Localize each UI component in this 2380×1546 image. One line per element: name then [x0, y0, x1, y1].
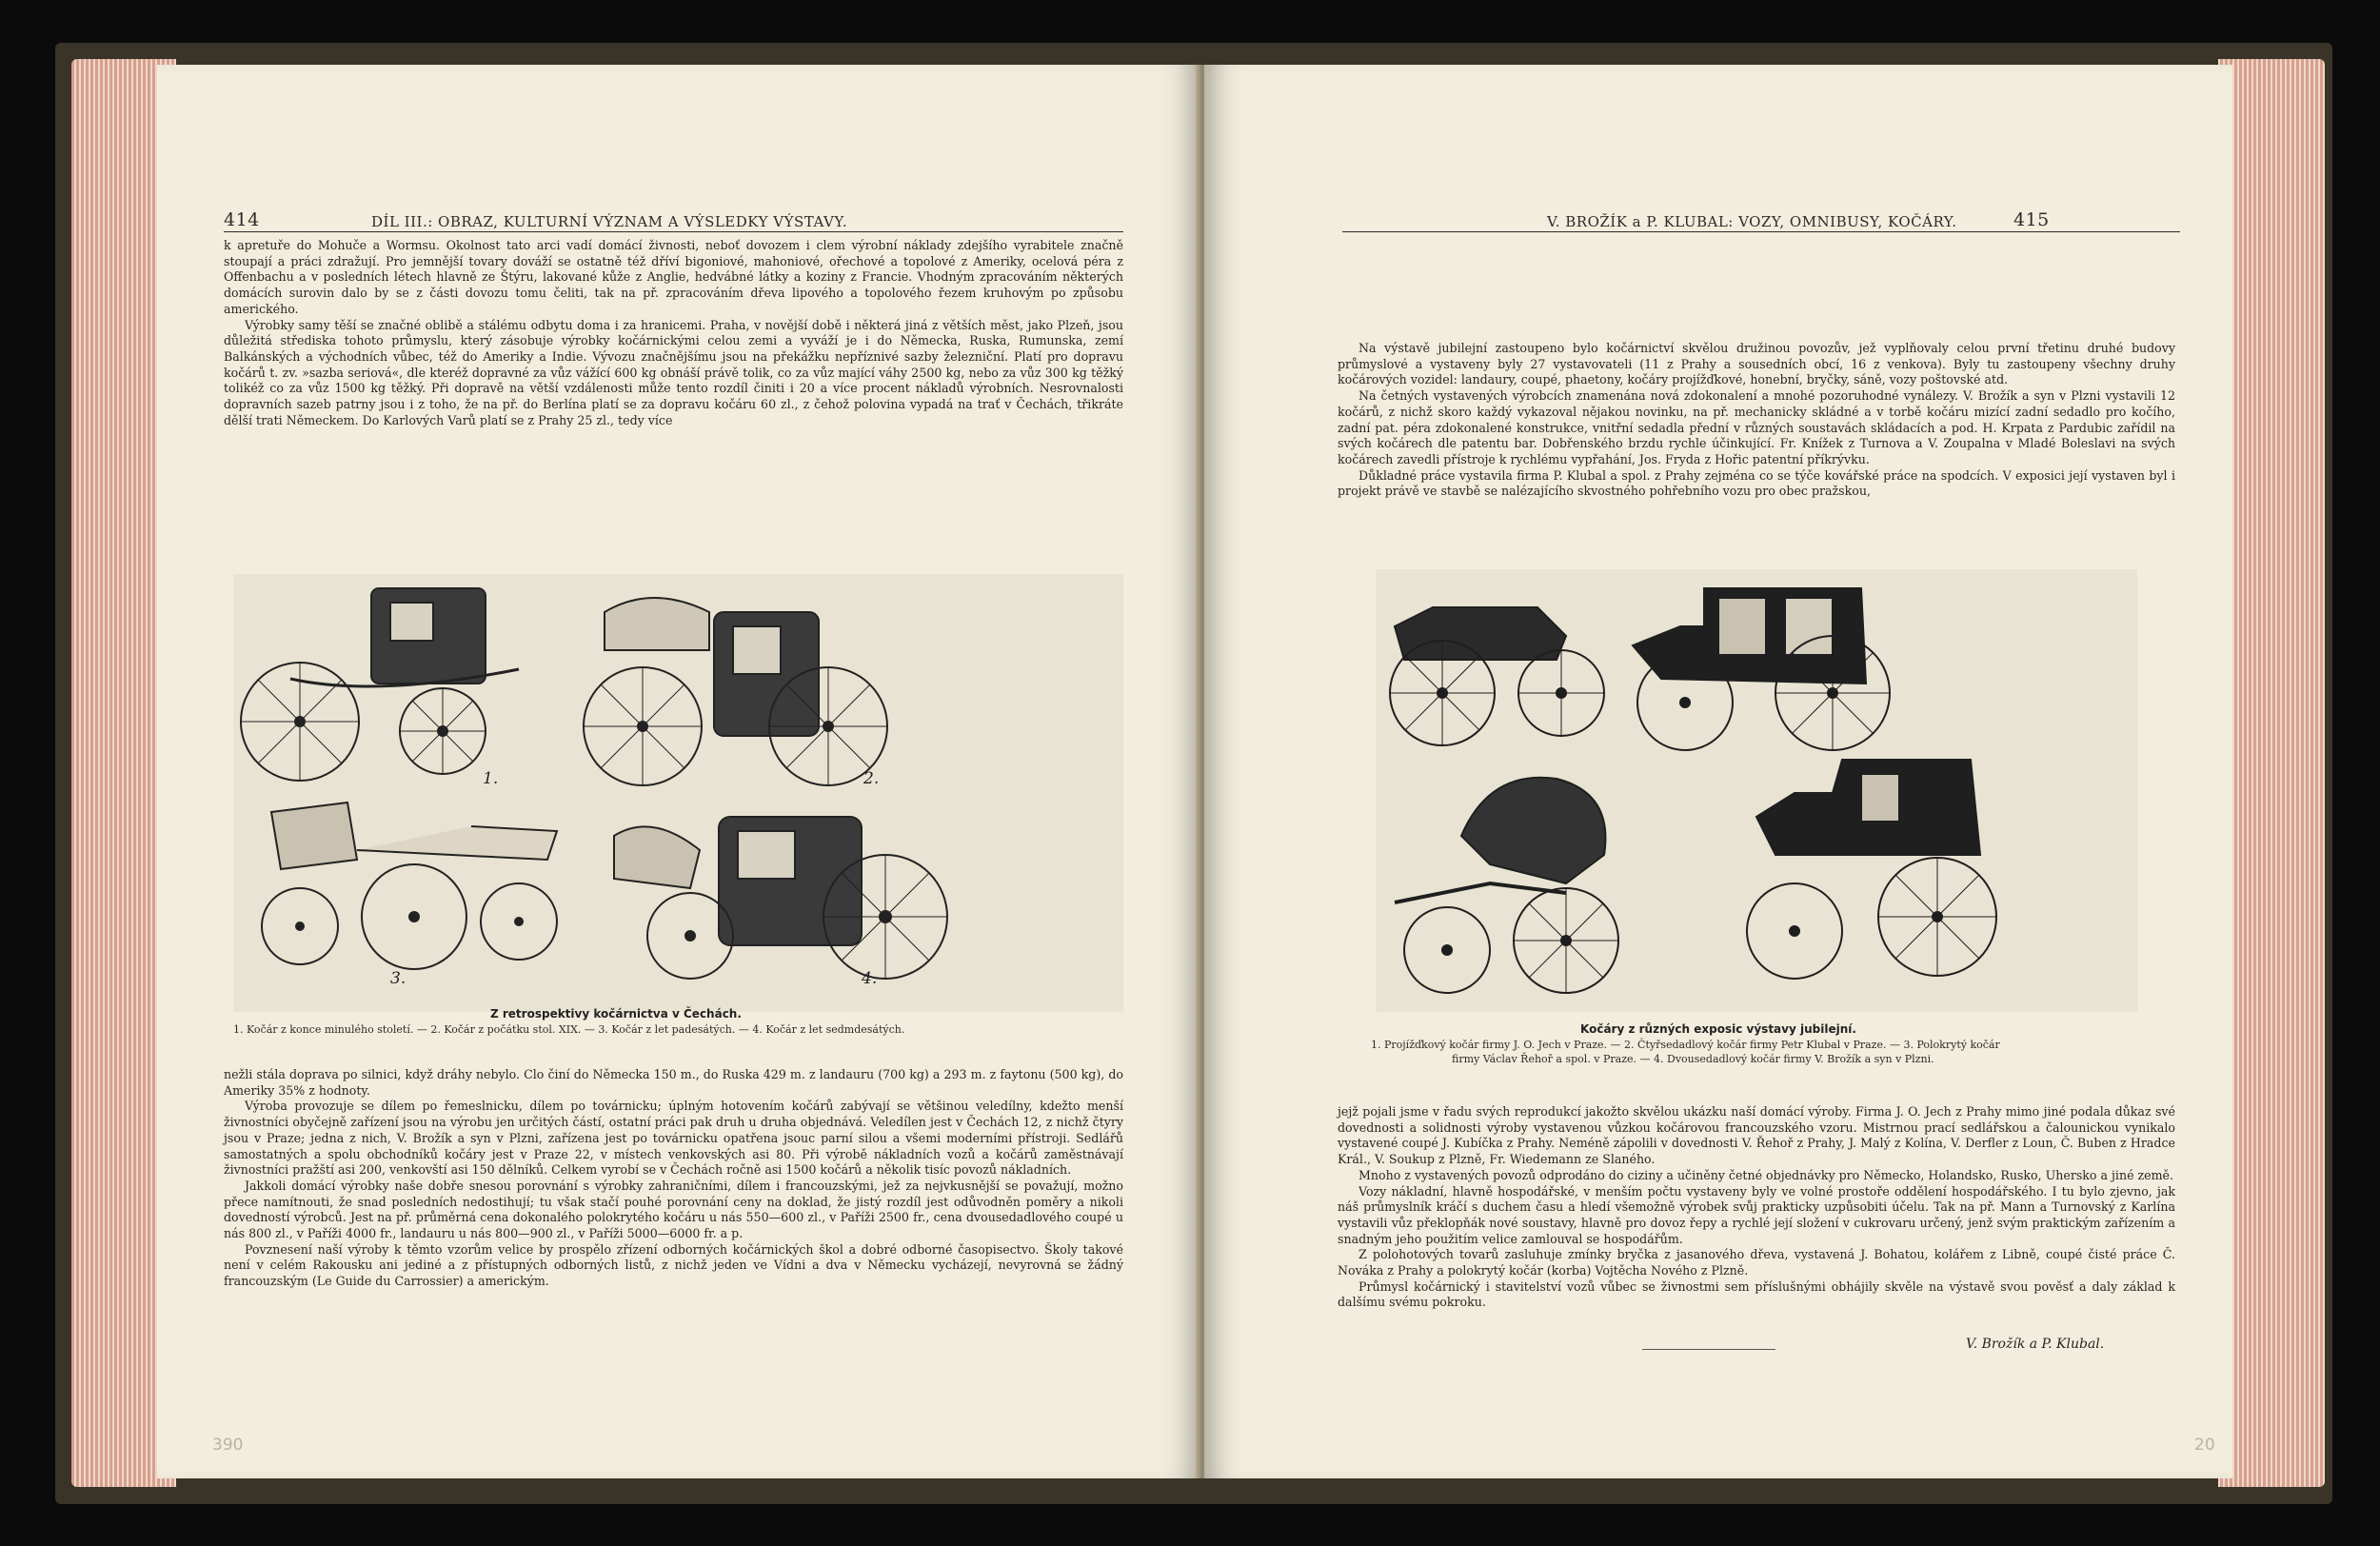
paragraph: Na výstavě jubilejní zastoupeno bylo kočárnictví skvělou družinou povozův, jež vyplňovaly celou první třetinu druhé budovy průmyslové a vystaveny byly 27 vystavovateli (11 z Prahy a sousedních obcí, 16 z venkova). Byly tu zastoupeny všechny druhy kočárových vozidel: landaury, coupé, phaetony, kočáry projížďkové, honební, bryčky, sáně, vozy poštovské atd. — [1338, 341, 2175, 387]
body-text-top — [224, 238, 1123, 428]
carriage-illustration-4 — [614, 817, 947, 979]
page-number: 414 — [224, 209, 260, 230]
figure-caption: 1. Projížďkový kočár firmy J. O. Jech v Praze. — 2. Čtyřsedadlový kočár firmy Petr Klubal v Praze. — 3. Polokrytý kočár — [1371, 1039, 2000, 1051]
header-rule — [224, 231, 1123, 232]
body-text-bottom — [224, 1067, 1123, 1290]
page-number: 415 — [2013, 209, 2050, 230]
paragraph: Jakkoli domácí výrobky naše dobře snesou porovnání s výrobky zahraničními, dílem i francouzskými, jež za nejvkusnější se považují, možno přece namítnouti, že snad posledních nedostihují; tu však stačí pouhé porovnání ceny na doklad, že jistý rozdíl jest odůvodněn poměry a nikoli dovedností výrobců. Jest na př. průměrná cena dokonalého polokrytého kočáru u nás 550—600 zl., v Paříži 2500 fr., cena dvousedadlového coupé u nás 800 zl., v Paříži 4000 fr., landauru u nás 800—900 zl., v Paříži 5000—6000 fr. a p. — [224, 1178, 1123, 1241]
carriage-photographs — [1376, 569, 2137, 1012]
carriage-illustration-1 — [241, 588, 519, 781]
figure-number: 2. — [863, 769, 880, 788]
paragraph: Průmysl kočárnický i stavitelství vozů vůbec se živnostmi sem příslušnými obhájily skvěle na výstavě svou pověsť a daly základ k dalšímu svému pokroku. — [1338, 1278, 2175, 1310]
carriage-illustrations — [233, 574, 1123, 1012]
author-signature: V. Brožík a P. Klubal. — [1966, 1337, 2105, 1352]
photo-plate — [1376, 569, 2137, 1012]
body-text-bottom — [1338, 1104, 2175, 1311]
carriage-illustration-2 — [584, 598, 887, 785]
carriage-photo-1 — [1390, 607, 1604, 745]
figure-caption-title: Kočáry z různých exposic výstavy jubilejní. — [1580, 1022, 1856, 1036]
paragraph: Výrobky samy těší se značné oblibě a stálému odbytu doma i za hranicemi. Praha, v novější době i některá jiná z větších měst, jako Plzeň, jsou důležitá střediska tohoto průmyslu, který zásobuje výrobky kočárnickými celou zemi a vyváží je i do Německa, Ruska, Rumunska, zemí Balkánských a východních vůbec, též do Ameriky a Indie. Vývozu značnějšímu jsou na překážku nepříznivé sazby železniční. Platí pro dopravu kočárů t. zv. »sazba seriová«, dle kteréž dopravné za vůz vážící 600 kg obnáší právě tolik, co za vůz mající váhy 2500 kg, nebo za vůz 300 kg těžký tolikéž co za vůz 1500 kg těžký. Při dopravě na větší vzdálenosti může tento rozdíl činiti i 20 a více procent nákladů výrobních. Nesrovnalosti dopravních sazeb patrny jsou i z toho, že na př. do Berlína platí se za dopravu kočáru 60 zl., z čehož polovina vypadá na trať v Čechách, třikráte dělší trati Německem. Do Karlových Varů platí se z Prahy 25 zl., tedy více — [224, 317, 1123, 427]
paragraph: Důkladné práce vystavila firma P. Klubal a spol. z Prahy zejména co se týče kovářské práce na spodcích. V exposici její vystaven byl i projekt právě ve stavbě se nalézajícího skvostného pohřebního vozu pro obec pražskou, — [1338, 467, 2175, 499]
body-text-top — [1338, 341, 2175, 500]
carriage-photo-3 — [1395, 778, 1618, 993]
running-header: V. BROŽÍK a P. KLUBAL: VOZY, OMNIBUSY, KOČÁRY. — [1547, 213, 1957, 230]
figure-number: 3. — [390, 969, 407, 988]
paragraph: Z polohotových tovarů zasluhuje zmínky bryčka z jasanového dřeva, vystavená J. Bohatou, kolářem z Libně, coupé čisté práce Č. Nováka z Prahy a polokrytý kočár (korba) Vojtěcha Nového z Plzně. — [1338, 1247, 2175, 1278]
paragraph: jejž pojali jsme v řadu svých reprodukcí jakožto skvělou ukázku naší domácí výroby. Firma J. O. Jech z Prahy mimo jiné podala důkaz své dovednosti a solidnosti výroby vystavenou vůzkou kočárovou francouzského vzoru. Mistrnou prací sedlářskou a čalounickou vynikalo vystavené coupé J. Kubíčka z Prahy. Neméně zápolili v dovednosti V. Řehoř z Prahy, J. Malý z Kolína, V. Derfler z Loun, Č. Buben z Hradce Král., V. Soukup z Plzně, Fr. Wiedemann ze Slaného. — [1338, 1104, 2175, 1167]
figure-caption: 1. Kočár z konce minulého století. — 2. Kočár z počátku stol. XIX. — 3. Kočár z let padesátých. — 4. Kočár z let sedmdesátých. — [233, 1023, 905, 1036]
page-edges-right — [2218, 59, 2325, 1487]
carriage-plate — [233, 574, 1123, 1012]
pencil-annotation: 20 — [2194, 1436, 2215, 1455]
carriage-illustration-3 — [262, 803, 557, 969]
figure-number: 1. — [483, 769, 499, 788]
paragraph: Mnoho z vystavených povozů odprodáno do ciziny a učiněny četné objednávky pro Německo, Holandsko, Rusko, Uhersko a jiné země. — [1359, 1167, 2174, 1182]
carriage-photo-2 — [1633, 588, 1890, 750]
pencil-annotation: 390 — [212, 1436, 244, 1455]
paragraph: Výroba provozuje se dílem po řemeslnicku, dílem po továrnicku; úplným hotovením kočárů zabývají se většinou veledílny, kdežto menší živnostníci obyčejně zařízení jsou na výrobu jen určitých částí, ostatní práci pak druh u druha objednává. Veledílen jest v Čechách 12, z nichž čtyry jsou v Praze; jedna z nich, V. Brožík a syn v Plzni, zařízena jest po továrnicku opatřena jsouc parní silou a všemi moderními přístroji. Sedlářů samostatných a spolu obchodníků kočáry jest v Praze 22, v místech venkovských asi 80. Při výrobě nákladních vozů a kočárů zaměstnávají živnostníci pražští asi 200, venkovští asi 150 dělníků. Celkem vyrobí se v Čechách ročně asi 1500 kočárů a několik tisíc povozů nákladních. — [224, 1099, 1123, 1178]
left-page — [157, 65, 1200, 1478]
paragraph: Na četných vystavených výrobcích znamenána nová zdokonalení a mnohé pozoruhodné vynálezy. V. Brožík a syn v Plzni vystavili 12 kočárů, z nichž skoro každý vykazoval nějakou novinku, na př. mechanicky skládné a v torbě kočáru mizící zadní sedadlo pro kočího, zadní pat. péra zdokonalené konstrukce, vnitřní sedadla přední v různých soustavách skládacích a pod. H. Krpata z Pardubic zařídil na svých kočárech dle patentu bar. Dobřenského brzdu rychle účinkující. Fr. Knížek z Turnova a V. Zoupalna v Mladé Boleslavi na svých kočárech zavedli přístroje k rychlému vypřahání, Jos. Fryda z Hořic patentní příkrývku. — [1338, 388, 2175, 466]
paragraph: k apretuře do Mohuče a Wormsu. Okolnost tato arci vadí domácí živnosti, neboť dovozem i clem výrobní náklady zdejšího vyrabitele značně stoupají a práci zdražují. Pro jemnější tovary dováží se ostatně též dříví bigoniové, mahoniové, ořechové a topolové z Ameriky, ocelová péra z Offenbachu a v posledních létech hlavně ze Štýru, lakované kůže z Anglie, hedvábné látky a koziny z Francie. Vhodným zpracováním některých domácích surovin dalo by se z části dovozu tomu čeliti, tak na př. zpracováním dřeva lipového a topolového řezem kruhovým po způsobu amerického. — [224, 238, 1123, 316]
end-rule — [1642, 1349, 1775, 1350]
right-page — [1204, 65, 2232, 1478]
header-rule — [1342, 231, 2180, 232]
figure-caption-title: Z retrospektivy kočárnictva v Čechách. — [490, 1007, 742, 1021]
paragraph: Povznesení naší výroby k těmto vzorům velice by prospělo zřízení odborných kočárnických škol a dobré odborné časopisectvo. Školy takové není v celém Rakousku ani jediné a z přístupných odborných listů, z nichž jeden ve Vídni a dva v Německu vycházejí, nevyrovná se žádný francouzským (Le Guide du Carrossier) a americkým. — [224, 1241, 1123, 1289]
paragraph: Vozy nákladní, hlavně hospodářské, v menším počtu vystaveny byly ve volné prostoře oddělení hospodářského. I tu bylo zjevno, jak náš průmyslník kráčí s duchem času a hledí všemožně výrobek svůj prakticky uzpůsobiti účelu. Tak na př. Mann a Turnovský z Karlína vystavili vůz překlopňák nové soustavy, hlavně pro dovoz řepy a rychlé její složení v cukrovaru určený, jenž svým praktickým zařízením a snadným jeho použitím velice zamlouval se hospodářům. — [1338, 1183, 2175, 1246]
paragraph: nežli stála doprava po silnici, když dráhy nebylo. Clo činí do Německa 150 m., do Ruska 429 m. z landauru (700 kg) a 293 m. z faytonu (500 kg), do Ameriky 35% z hodnoty. — [224, 1067, 1123, 1098]
running-header: DÍL III.: OBRAZ, KULTURNÍ VÝZNAM A VÝSLEDKY VÝSTAVY. — [371, 213, 848, 230]
figure-caption: firmy Václav Řehoř a spol. v Praze. — 4. Dvousedadlový kočár firmy V. Brožík a syn v Plzni. — [1452, 1053, 1934, 1065]
figure-number: 4. — [862, 969, 878, 988]
carriage-photo-4 — [1747, 760, 1996, 979]
